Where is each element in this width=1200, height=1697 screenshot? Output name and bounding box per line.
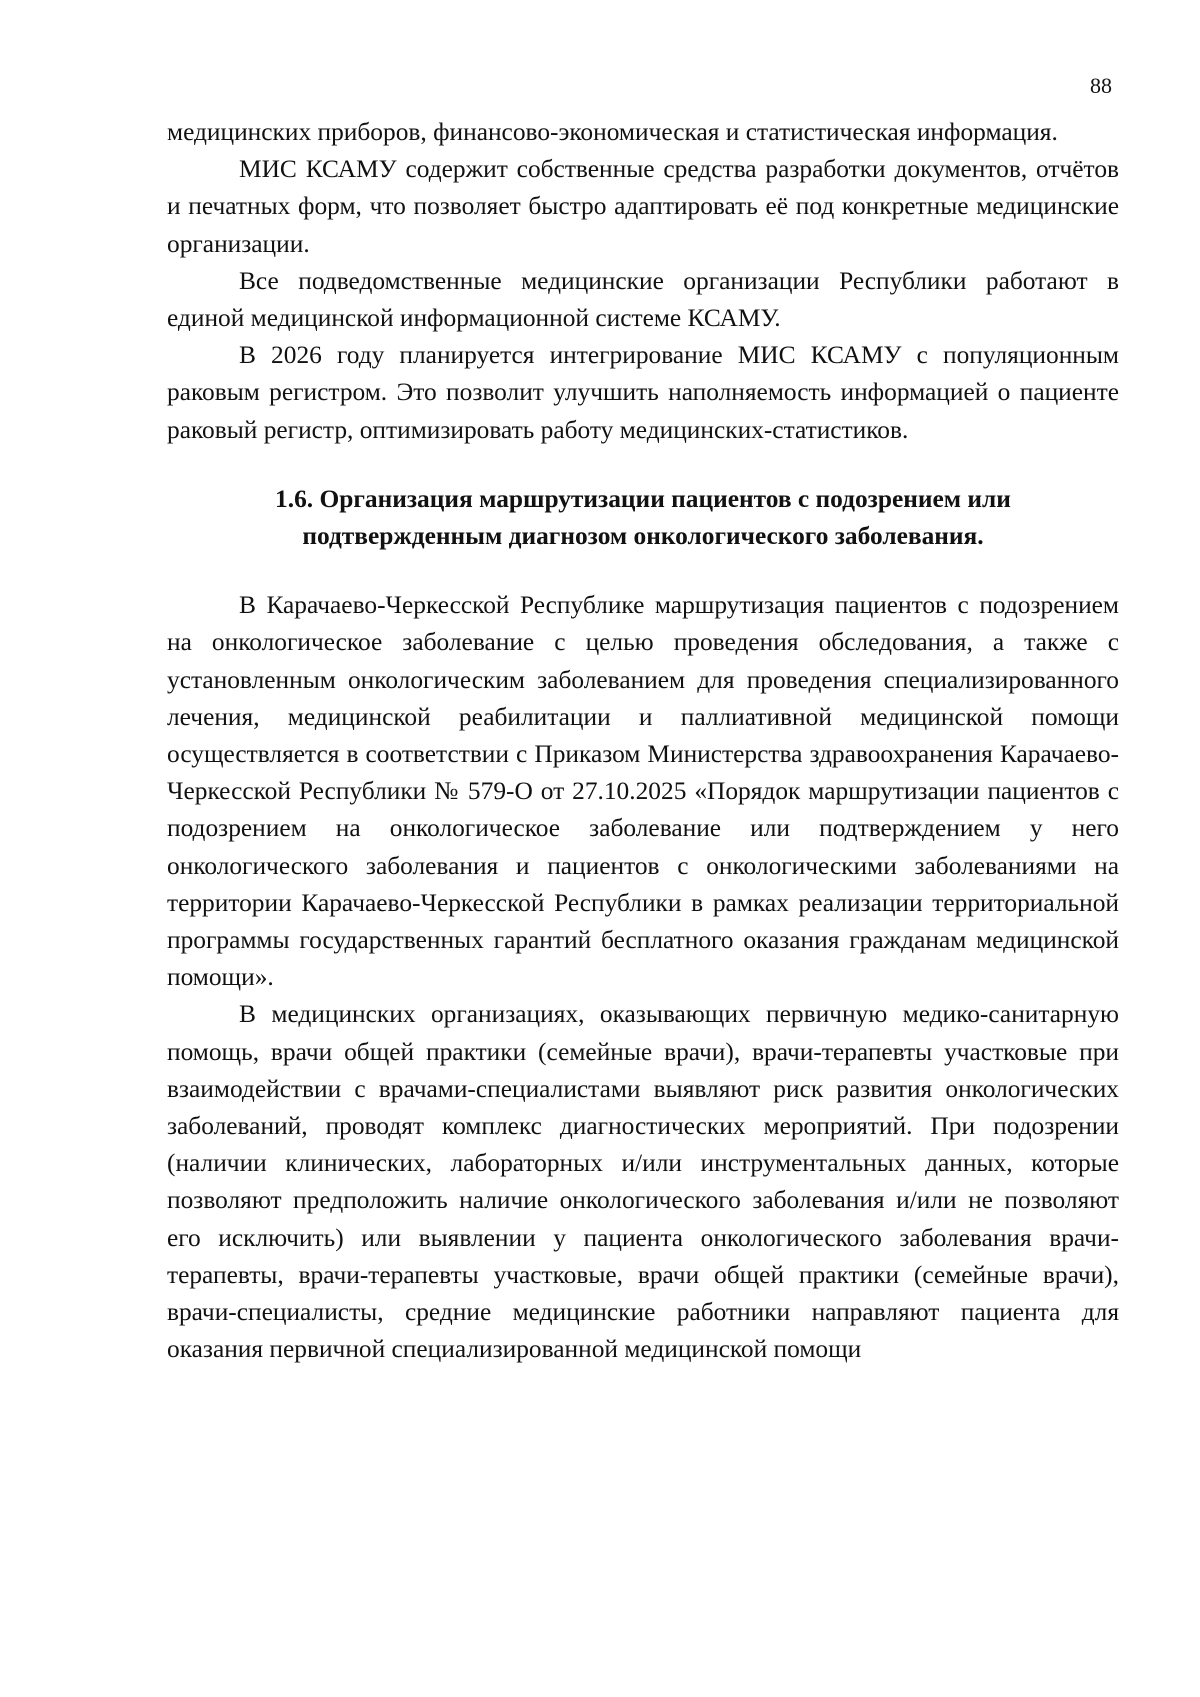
- paragraph-primary-care: В медицинских организациях, оказывающих первичную медико-санитарную помощь, врачи общей практики (семейные врачи), врачи-терапевты участковые при взаимодействии с врачами-специалистами выявляют риск развития онкологических заболеваний, проводят комплекс диагностических мероприятий. При подозрении (наличии клинических, лабораторных и/или инструментальных данных, которые позволяют предположить наличие онкологического заболевания и/или не позволяют его исключить) или выявлении у пациента онкологического заболевания врачи-терапевты, врачи-терапевты участковые, врачи общей практики (семейные врачи), врачи-специалисты, средние медицинские работники направляют пациента для оказания первичной специализированной медицинской помощи: [167, 1000, 1119, 1364]
- paragraph-mis-organizations: Все подведомственные медицинские организации Республики работают в единой медицинской информационной системе КСАМУ.: [167, 266, 1119, 333]
- section-heading-line-1: 1.6. Организация маршрутизации пациентов с подозрением или: [275, 484, 1011, 513]
- paragraph-continuation: медицинских приборов, финансово-экономическая и статистическая информация.: [167, 118, 1058, 146]
- paragraph-mis-integration: В 2026 году планируется интегрирование МИС КСАМУ с популяционным раковым регистром. Это позволит улучшить наполняемость информацией о пациенте раковый регистр, оптимизировать работу медицинских-статистиков.: [167, 341, 1119, 444]
- paragraph-mis-tools: МИС КСАМУ содержит собственные средства разработки документов, отчётов и печатных форм, что позволяет быстро адаптировать её под конкретные медицинские организации.: [167, 155, 1119, 258]
- section-heading-line-2: подтвержденным диагнозом онкологического заболевания.: [302, 522, 984, 551]
- page-number: 88: [1090, 73, 1112, 98]
- section-heading: [207, 481, 1079, 555]
- page-content: [167, 114, 1119, 1369]
- paragraph-routing-order: В Карачаево-Черкесской Республике маршрутизация пациентов с подозрением на онкологическое заболевание с целью проведения обследования, а также с установленным онкологическим заболеванием для проведения специализированного лечения, медицинской реабилитации и паллиативной медицинской помощи осуществляется в соответствии с Приказом Министерства здравоохранения Карачаево-Черкесской Республики № 579-О от 27.10.2025 «Порядок маршрутизации пациентов с подозрением на онкологическое заболевание или подтверждением у него онкологического заболевания и пациентов с онкологическими заболеваниями на территории Карачаево-Черкесской Республики в рамках реализации территориальной программы государственных гарантий бесплатного оказания гражданам медицинской помощи».: [167, 591, 1119, 992]
